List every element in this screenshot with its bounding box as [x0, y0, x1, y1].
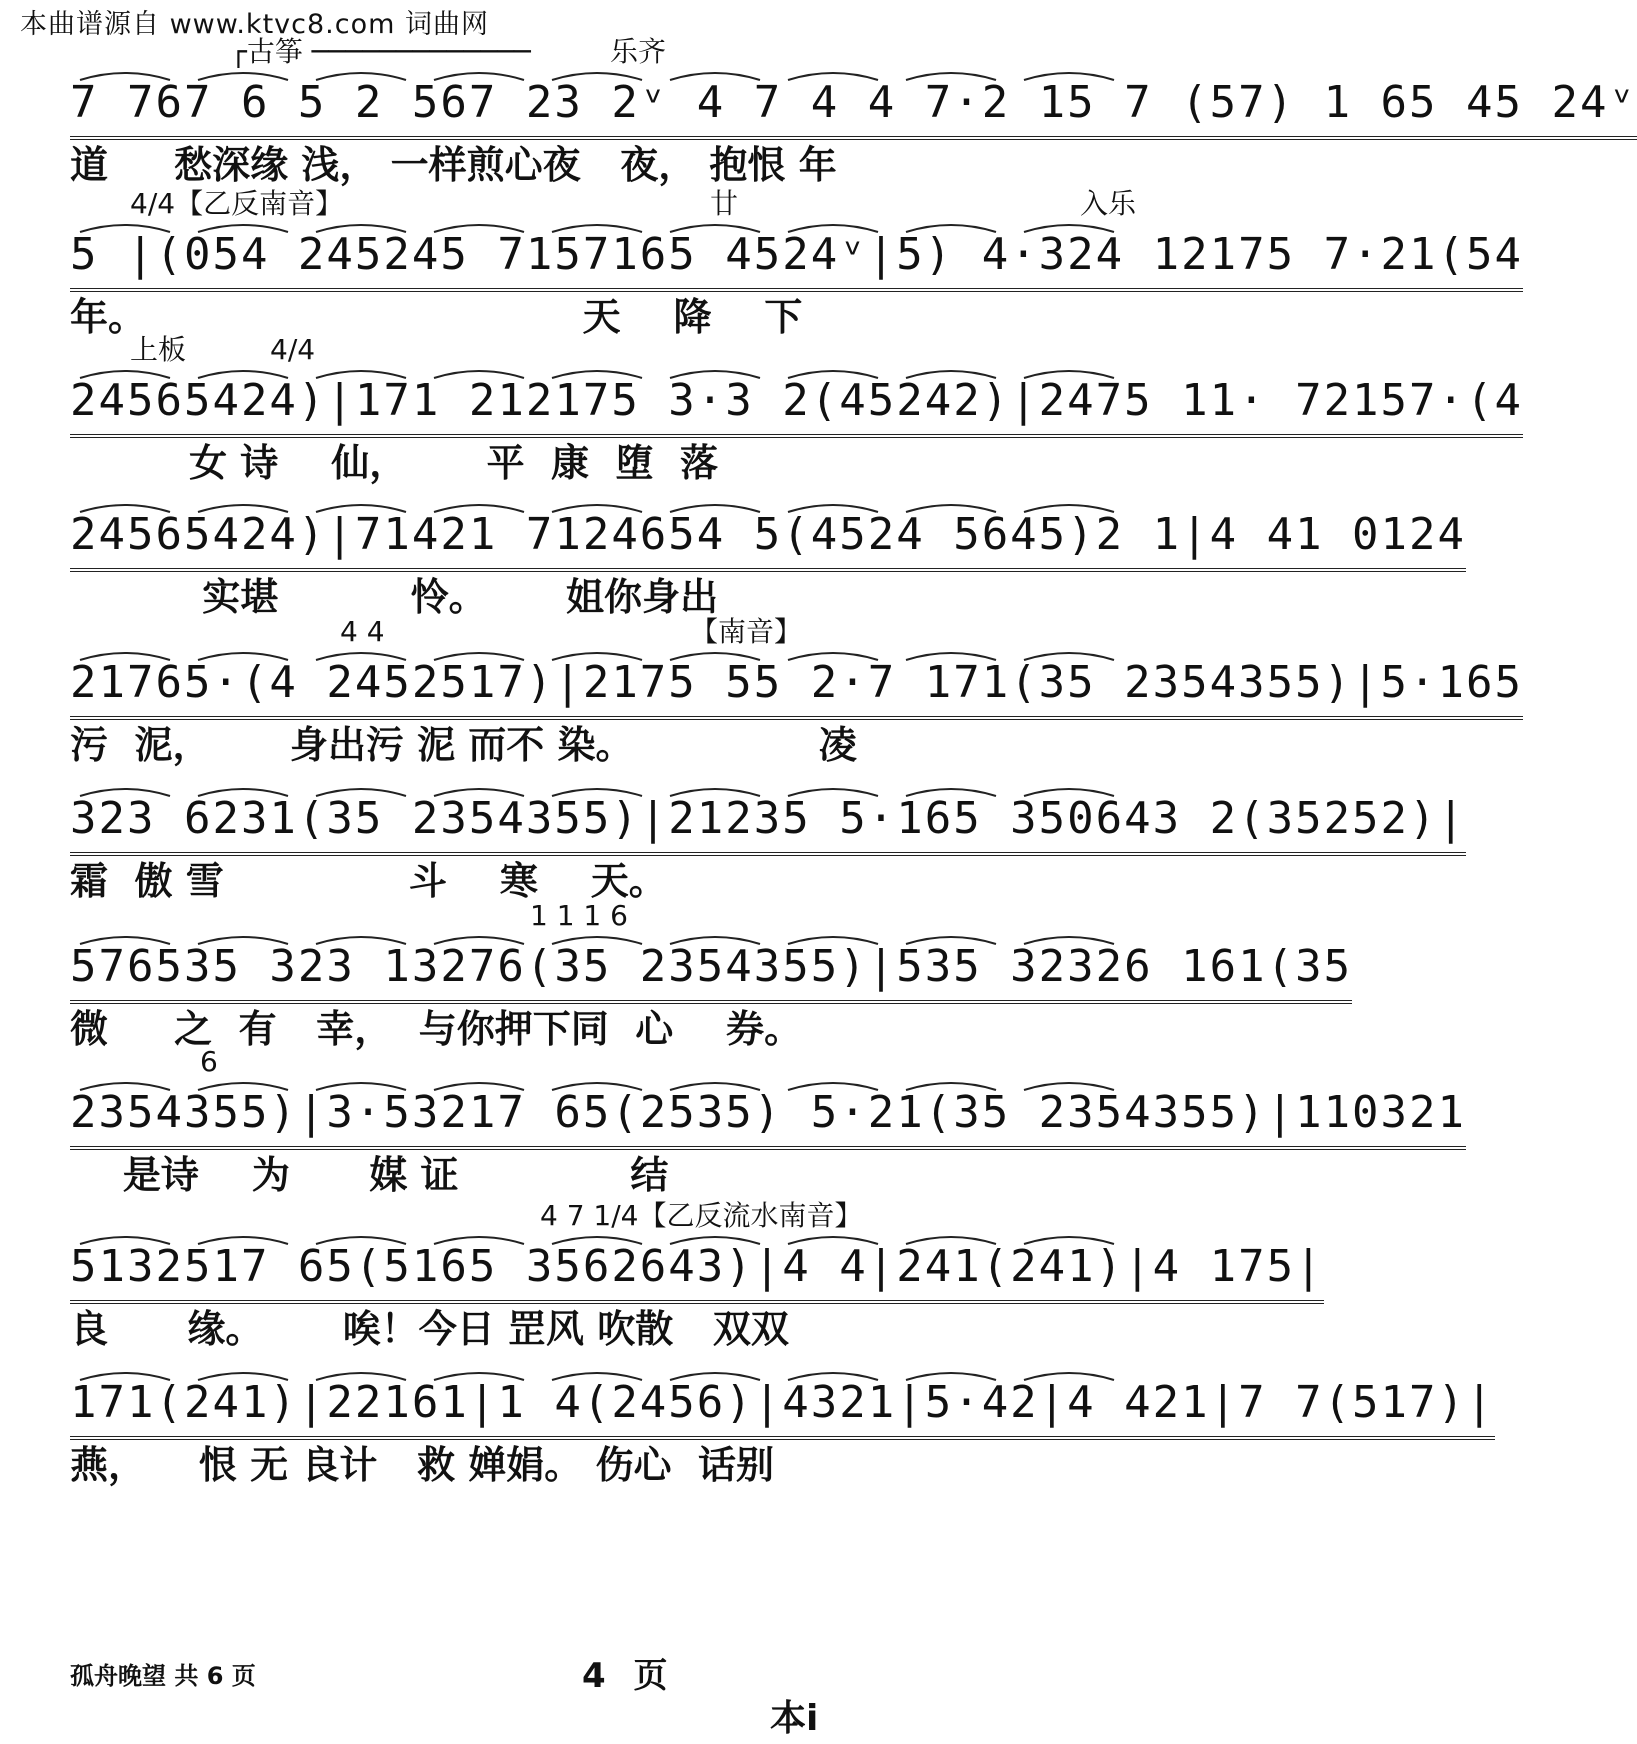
- lyrics-line: 道 愁深缘 浅， 一样煎心夜 夜， 抱恨 年: [70, 142, 837, 187]
- lyrics-line: 实堪 怜。 姐你身出: [70, 574, 718, 619]
- annotation: 乐齐: [610, 35, 667, 68]
- notation-line: 5132517 65(5165 3562643)|4 4|241(241)|4 175|: [70, 1244, 1324, 1304]
- footer-title: 孤舟晚望 共 6 页: [70, 1662, 256, 1690]
- notation-line: 323 6231(35 2354355)|21235 5·165 350643 2(35252)|: [70, 796, 1466, 856]
- annotation: 4/4: [270, 333, 316, 366]
- lyrics-line: 污 泥， 身出污 泥 而不 染。 凌: [70, 722, 857, 767]
- notation-line: 24565424)|71421 7124654 5(4524 5645)2 1|4 41 0124: [70, 512, 1466, 572]
- annotation: 4 4: [340, 615, 385, 648]
- notation-line: 576535 323 13276(35 2354355)|535 32326 161(35: [70, 944, 1352, 1004]
- site-header: 本曲谱源自 www.ktvc8.com 词曲网: [20, 9, 489, 40]
- corner-watermark: 本i: [770, 1698, 819, 1739]
- lyrics-line: 是诗 为 媒 证 结: [70, 1152, 669, 1197]
- annotation: 【南音】: [690, 615, 803, 648]
- notation-line: 7 767 6 5 2 567 23 2ᵛ 4 7 4 4 7·2 15 7 (57) 1 65 45 24ᵛ: [70, 80, 1637, 140]
- lyrics-line: 良 缘。 唉！今日 罡风 吹散 双双: [70, 1306, 789, 1351]
- lyrics-line: 燕， 恨 无 良计 救 婵娟。 伤心 话别: [70, 1442, 774, 1487]
- annotation: 1 1 1 6: [530, 899, 628, 932]
- annotation: ┌古筝 ─────────────: [230, 35, 531, 68]
- notation-line: 21765·(4 2452517)|2175 55 2·7 171(35 2354355)|5·165: [70, 660, 1523, 720]
- annotation: 4 7 1/4【乙反流水南音】: [540, 1199, 863, 1232]
- annotation: 4/4【乙反南音】: [130, 187, 344, 220]
- notation-line: 24565424)|171 212175 3·3 2(45242)|2475 11· 72157·(4: [70, 378, 1523, 438]
- notation-line: 2354355)|3·53217 65(2535) 5·21(35 2354355)|110321: [70, 1090, 1466, 1150]
- annotation: 廿: [710, 187, 739, 220]
- notation-line: 5 |(054 245245 7157165 4524ᵛ|5) 4·324 12175 7·21(54: [70, 232, 1523, 292]
- page-number: 4 页: [582, 1656, 676, 1696]
- lyrics-line: 女 诗 仙， 平 康 堕 落: [70, 440, 718, 485]
- annotation: 入乐: [1080, 187, 1137, 220]
- notation-line: 171(241)|22161|1 4(2456)|4321|5·42|4 421|7 7(517)|: [70, 1380, 1495, 1440]
- lyrics-line: 霜 傲 雪 斗 寒 天。: [70, 858, 667, 903]
- score-system: [0, 1377, 1495, 1540]
- lyrics-line: 微 之 有 幸， 与你押下同 心 券。: [70, 1006, 803, 1051]
- annotation: 上板: [130, 333, 187, 366]
- annotation: 6: [200, 1045, 218, 1078]
- lyrics-line: 年。 天 降 下: [70, 294, 803, 339]
